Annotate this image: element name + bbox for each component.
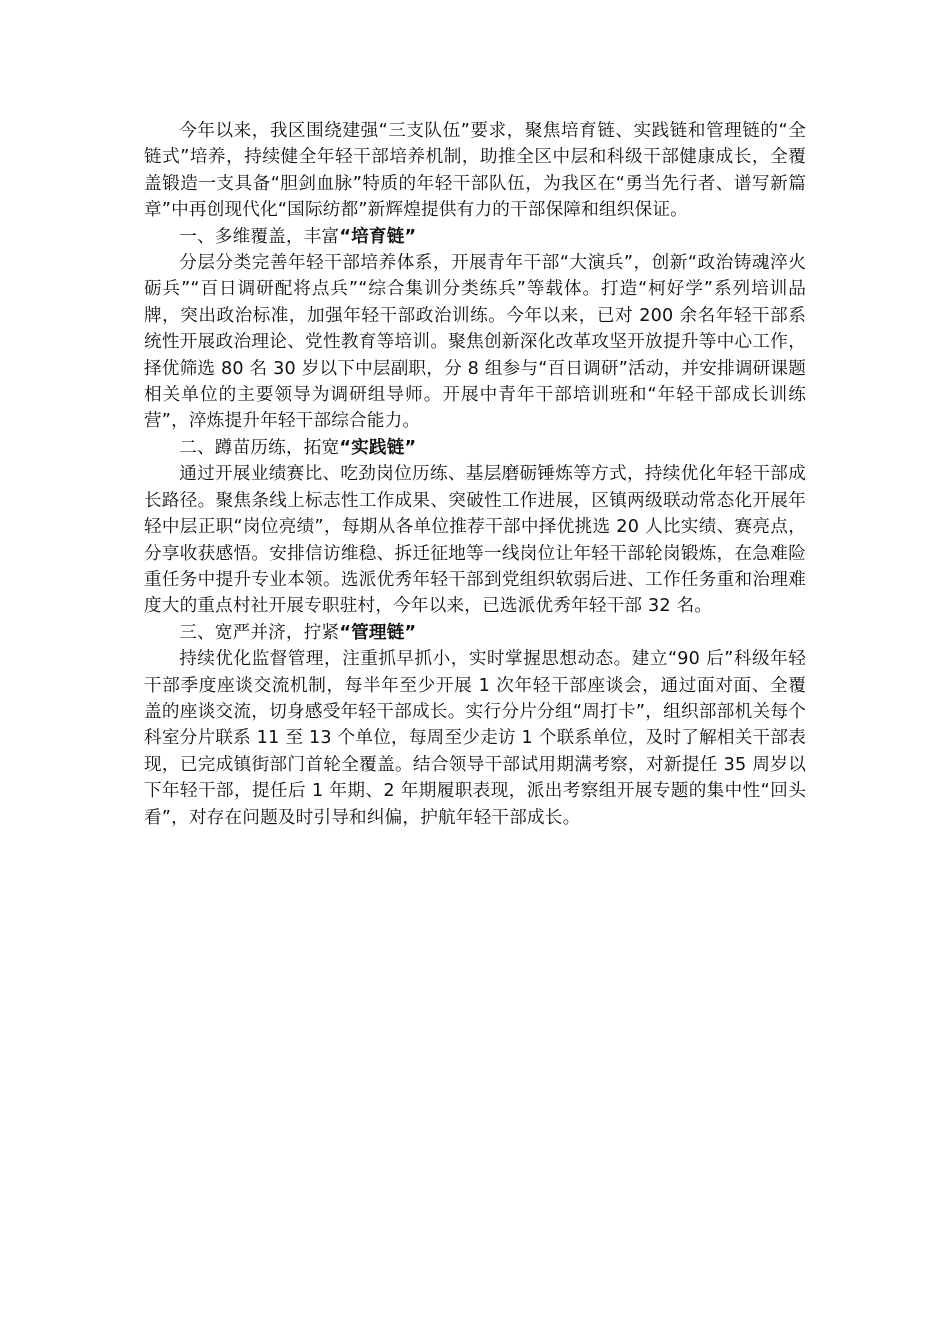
section-heading-1 [144,224,806,250]
section-heading-2-prefix: 二、蹲苗历练，拓宽 [179,437,340,458]
section-body-3: 持续优化监督管理，注重抓早抓小，实时掌握思想动态。建立“90 后”科级年轻干部季度座谈交流机制，每半年至少开展 1 次年轻干部座谈会，通过面对面、全覆盖的座谈交流，切身感受年轻干部成长。实行分片分组“周打卡”，组织部部机关每个科室分片联系 11 至 13 个单位，每周至少走访 1 个联系单位，及时了解相关干部表现，已完成镇街部门首轮全覆盖。结合领导干部试用期满考察，对新提任 35 周岁以下年轻干部，提任后 1 年期、2 年期履职表现，派出考察组开展专题的集中性“回头看”，对存在问题及时引导和纠偏，护航年轻干部成长。 [144,649,806,828]
document-body [144,118,806,831]
section-heading-3 [144,620,806,646]
section-heading-3-emph: “管理链” [339,622,417,643]
section-heading-1-prefix: 一、多维覆盖，丰富 [179,226,340,247]
section-heading-1-emph: “培育链” [339,226,417,247]
section-body-1: 分层分类完善年轻干部培养体系，开展青年干部“大演兵”，创新“政治铸魂淬火砺兵”“百日调研配将点兵”“综合集训分类练兵”等载体。打造“柯好学”系列培训品牌，突出政治标准，加强年轻干部政治训练。今年以来，已对 200 余名年轻干部系统性开展政治理论、党性教育等培训。聚焦创新深化改革攻坚开放提升等中心工作，择优筛选 80 名 30 岁以下中层副职，分 8 组参与“百日调研”活动，并安排调研课题相关单位的主要领导为调研组导师。开展中青年干部培训班和“年轻干部成长训练营”，淬炼提升年轻干部综合能力。 [144,253,806,432]
section-heading-2-emph: “实践链” [339,437,417,458]
intro-paragraph: 今年以来，我区围绕建强“三支队伍”要求，聚焦培育链、实践链和管理链的“全链式”培养，持续健全年轻干部培养机制，助推全区中层和科级干部健康成长，全覆盖锻造一支具备“胆剑血脉”特质的年轻干部队伍，为我区在“勇当先行者、谱写新篇章”中再创现代化“国际纺都”新辉煌提供有力的干部保障和组织保证。 [144,121,806,221]
section-body-2: 通过开展业绩赛比、吃劲岗位历练、基层磨砺锤炼等方式，持续优化年轻干部成长路径。聚焦条线上标志性工作成果、突破性工作进展，区镇两级联动常态化开展年轻中层正职“岗位亮绩”，每期从各单位推荐干部中择优挑选 20 人比实绩、赛亮点，分享收获感悟。安排信访维稳、拆迁征地等一线岗位让年轻干部轮岗锻炼，在急难险重任务中提升专业本领。选派优秀年轻干部到党组织软弱后进、工作任务重和治理难度大的重点村社开展专职驻村，今年以来，已选派优秀年轻干部 32 名。 [144,464,806,617]
section-heading-3-prefix: 三、宽严并济，拧紧 [179,622,340,643]
section-heading-2 [144,435,806,461]
